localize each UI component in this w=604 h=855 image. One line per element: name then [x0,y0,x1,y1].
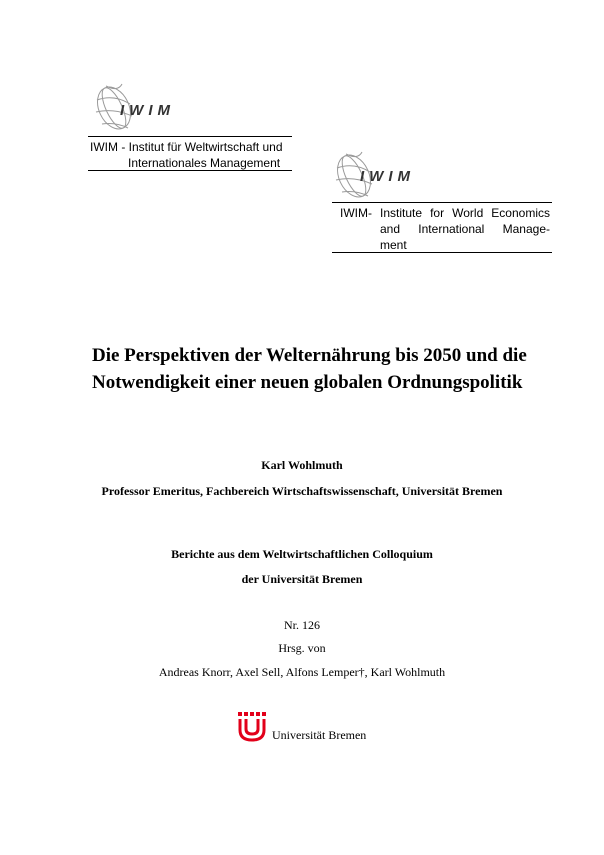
institute-name-line2: and International Manage- [380,222,550,236]
institute-prefix: IWIM - [90,140,126,154]
iwim-logo-top [92,80,202,140]
institute-name-line1: Institut für Weltwirtschaft und [128,140,283,154]
divider-line [88,170,292,171]
university-name: Universität Bremen [272,728,367,742]
editors-label: Hrsg. von [278,641,326,655]
logo-text: IWIM [360,168,415,185]
iwim-logo-right [332,148,442,208]
divider-line [88,136,292,137]
divider-line [332,202,552,203]
institute-prefix: IWIM- [340,206,372,220]
author-affiliation: Professor Emeritus, Fachbereich Wirtschaftswissenschaft, Universität Bremen [101,484,503,498]
institute-german [90,139,283,171]
report-number: Nr. 126 [284,618,320,632]
series-line1: Berichte aus dem Weltwirtschaftlichen Colloquium [171,547,433,561]
author-name: Karl Wohlmuth [261,458,343,472]
institute-name-line1: Institute for World Economics [380,206,550,220]
institute-english [340,205,550,253]
university-logo-icon [236,710,268,744]
institute-name-line2: Internationales Management [128,156,281,170]
institute-name-line3: ment [380,238,407,252]
document-title [92,342,527,396]
title-line1: Die Perspektiven der Welternährung bis 2050 und die [92,345,527,366]
logo-text: IWIM [120,102,175,119]
title-line2: Notwendigkeit einer neuen globalen Ordnungspolitik [92,372,523,393]
series-line2: der Universität Bremen [241,572,363,586]
divider-line [332,252,552,253]
editors-list: Andreas Knorr, Axel Sell, Alfons Lemper†, Karl Wohlmuth [158,665,446,679]
